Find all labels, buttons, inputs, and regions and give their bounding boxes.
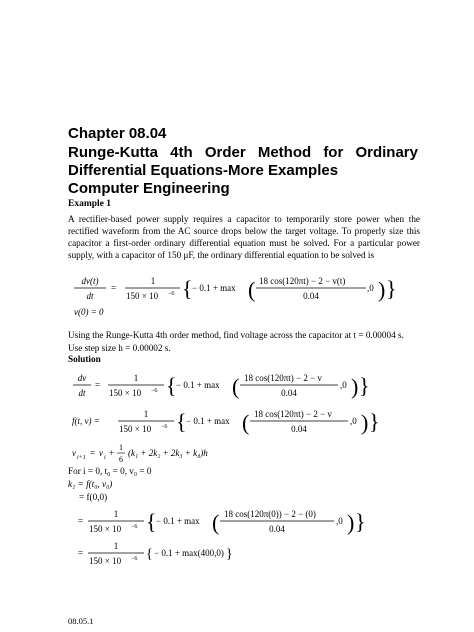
- title-word: Method: [257, 144, 312, 161]
- svg-text:=: =: [78, 516, 84, 526]
- dvdt-equation: [68, 368, 428, 402]
- k1-substituted-equation: [76, 504, 426, 538]
- max-term: − 0.1 + max: [192, 283, 236, 293]
- fraction-one: 1: [113, 509, 119, 519]
- svg-text:i+1: i+1: [77, 455, 86, 461]
- svg-text:(: (: [212, 510, 220, 535]
- svg-text:): ): [361, 410, 369, 435]
- example-heading: Example 1: [68, 199, 112, 209]
- lhs-numerator: dv(t): [81, 276, 99, 286]
- rk-update-equation: [68, 440, 268, 468]
- svg-text:(: (: [242, 410, 250, 435]
- svg-text:=: =: [111, 283, 117, 293]
- cos-term: 18 cos(120π(0)) − 2 − (0): [224, 509, 316, 519]
- solution-heading: Solution: [68, 354, 101, 364]
- fraction-den: 150 × 10: [119, 424, 152, 434]
- cos-term: 18 cos(120πt) − 2 − v(t): [259, 276, 346, 286]
- svg-text:v: v: [99, 448, 103, 458]
- cos-term: 18 cos(120πt) − 2 − v: [254, 409, 332, 419]
- k1-line2: = f(0,0): [79, 492, 108, 502]
- svg-text:}: }: [226, 547, 233, 562]
- svg-text:{: {: [182, 276, 193, 301]
- title-line-3: Computer Engineering: [68, 180, 230, 197]
- svg-text:i: i: [104, 455, 106, 461]
- svg-text:(: (: [232, 374, 240, 399]
- exponent: −6: [168, 291, 175, 297]
- fraction-one: 1: [143, 409, 149, 419]
- fraction-den: 150 × 10: [109, 388, 142, 398]
- for-line: For i = 0, t₀ = 0, v₀ = 0: [68, 466, 152, 476]
- fraction-den: 150 × 10: [89, 524, 122, 534]
- svg-text:(: (: [248, 277, 256, 302]
- svg-text:=: =: [78, 548, 84, 558]
- dvdt-den: dt: [78, 388, 86, 398]
- f-lhs: f(t, v) =: [72, 416, 100, 426]
- exponent: −6: [161, 424, 168, 430]
- comma-zero: ,0: [336, 516, 343, 526]
- svg-text:{: {: [146, 509, 157, 534]
- chapter-number: Chapter 08.04: [68, 125, 167, 142]
- problem-paragraph: A rectifier-based power supply requires a capacitor to temporarily store power when the rectified waveform from the AC source drops below the target voltage. To properly size this capacitor a first-order ordinary differential equation must be solved. For a particular power supply, with a capacitor of 150 μF, the ordinary differential equation to be solved is: [68, 214, 420, 260]
- fraction-den: 150 × 10: [89, 556, 122, 566]
- sixth-num: 1: [119, 443, 123, 452]
- ode-equation: [68, 270, 428, 320]
- dvdt-num: dv: [77, 373, 87, 383]
- exponent: −6: [131, 524, 138, 530]
- svg-text:): ): [347, 510, 355, 535]
- fraction-den: 150 × 10: [126, 291, 159, 301]
- title-line-2: Differential Equations-More Examples: [68, 162, 339, 179]
- max-400: − 0.1 + max(400,0): [154, 548, 224, 558]
- task-line-2: Use step size h = 0.00002 s.: [68, 343, 171, 353]
- title-word: Order: [204, 144, 246, 161]
- den-004: 0.04: [303, 291, 319, 301]
- lhs-denominator: dt: [86, 291, 94, 301]
- svg-text:}: }: [369, 409, 380, 434]
- svg-text:}: }: [355, 509, 366, 534]
- k1-max-equation: [76, 538, 326, 568]
- sixth-den: 6: [119, 455, 123, 464]
- exponent: −6: [131, 556, 138, 562]
- initial-condition: v(0) = 0: [74, 307, 104, 317]
- den-004: 0.04: [281, 388, 297, 398]
- max-term: − 0.1 + max: [186, 416, 230, 426]
- max-term: − 0.1 + max: [156, 516, 200, 526]
- fraction-one: 1: [150, 276, 156, 286]
- rk-lhs: v: [72, 448, 76, 458]
- title-word: Ordinary: [355, 144, 418, 161]
- max-term: − 0.1 + max: [176, 380, 220, 390]
- title-word: 4th: [170, 144, 193, 161]
- svg-text:{: {: [146, 547, 153, 562]
- comma-zero: ,0: [350, 416, 357, 426]
- svg-text:}: }: [359, 373, 370, 398]
- svg-text:{: {: [166, 373, 177, 398]
- comma-zero: ,0: [340, 380, 347, 390]
- den-004: 0.04: [269, 524, 285, 534]
- exponent: −6: [151, 388, 158, 394]
- title-line-1: [68, 143, 418, 162]
- svg-text:+: +: [109, 448, 115, 458]
- f-equation: [68, 404, 428, 438]
- cos-term: 18 cos(120πt) − 2 − v: [244, 373, 322, 383]
- svg-text:=: =: [95, 380, 101, 390]
- k1-line: k₁ = f(t₀, v₀): [68, 479, 113, 489]
- den-004: 0.04: [291, 424, 307, 434]
- svg-text:{: {: [176, 409, 187, 434]
- svg-text:): ): [351, 374, 359, 399]
- title-word: for: [323, 144, 344, 161]
- comma-zero: ,0: [367, 283, 374, 293]
- svg-text:}: }: [386, 276, 397, 301]
- page-number: 08.05.1: [68, 616, 94, 626]
- svg-text:=: =: [90, 448, 96, 458]
- task-line-1: Using the Runge-Kutta 4th order method, find voltage across the capacitor at t = 0.00004 s.: [68, 330, 404, 340]
- fraction-one: 1: [133, 373, 139, 383]
- title-word: Runge-Kutta: [68, 144, 158, 161]
- fraction-one: 1: [113, 541, 119, 551]
- rk-rhs: (k₁ + 2k₂ + 2k₃ + k₄)h: [128, 448, 208, 458]
- svg-text:): ): [378, 277, 386, 302]
